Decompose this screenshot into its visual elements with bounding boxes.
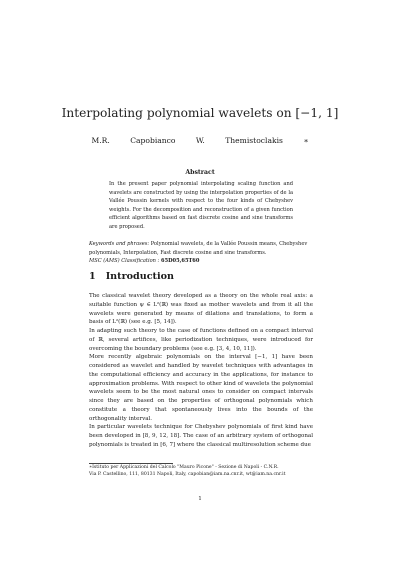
keywords-label: Keywords and phrases: bbox=[89, 241, 150, 247]
msc-label: MSC (AMS) Classification : bbox=[89, 258, 160, 265]
footnote bbox=[89, 464, 315, 478]
introduction-body bbox=[89, 292, 313, 450]
paragraph: More recently algebraic polynomials on the interval [−1, 1] have been considered as wavelet and handled by wavelet techniques with advantages in the computational efficiency and accuracy in the applications, for instance to approximation problems. With respect to other kind of wavelets the polynomial wavelets seem to be the most natural ones to consider on compact intervals since they are based on the properties of orthogonal polynomials which constitute a theory that spontaneously lives into the bounds of the orthogonality interval. bbox=[89, 354, 313, 422]
abstract-heading: Abstract bbox=[185, 169, 215, 176]
section-number: 1 bbox=[89, 271, 96, 282]
msc-value: 65D05,65T60 bbox=[159, 258, 200, 265]
paragraph: In adapting such theory to the case of functions defined on a compact interval of ℝ, several artifices, like periodization techniques, were introduced for overcoming the boundary problems (see e.g. [3, 4, 10, 11]). bbox=[89, 328, 313, 352]
paragraph: The classical wavelet theory developed as a theory on the whole real axis: a suitable function ψ ∈ L²(ℝ) was fixed as mother wavelets and from it all the wavelets were generated by means of dilations and translations, to form a basis of L²(ℝ) (see e.g. [5, 14]). bbox=[89, 293, 313, 326]
paragraph: In particular wavelets technique for Chebyshev polynomials of first kind have been developed in [8, 9, 12, 18]. The case of an arbitrary system of orthogonal polynomials is treated in [6, 7] where the classical multiresolution scheme due bbox=[89, 424, 313, 448]
page-number: 1 bbox=[198, 496, 202, 502]
section-title: Introduction bbox=[105, 271, 175, 282]
abstract-text: In the present paper polynomial interpolating scaling function and wavelets are constructed by using the interpolation properties of de la Vallée Poussin kernels with respect to the four kinds of Chebyshev weights. For the decomposition and reconstruction of a given function efficient algorithms based on fast discrete cosine and sine transforms are proposed. bbox=[109, 181, 293, 230]
footnote-address: Via P. Castellino, 111, 80131 Napoli, Italy, capobian@iam.na.cnr.it, wt@iam.na.cnr.it bbox=[89, 472, 286, 477]
paper-authors: M.R. Capobianco W. Themistoclakis ∗ bbox=[91, 136, 309, 145]
paper-title: Interpolating polynomial wavelets on [−1, 1] bbox=[61, 106, 339, 120]
footnote-affiliation: ∗Istituto per Applicazioni del Calcolo "Mauro Picone" - Sezione di Napoli - C.N.R. bbox=[89, 465, 279, 470]
keywords-text: Polynomial wavelets, de la Vallée Poussin means, Chebyshev polynomials, Interpolation, Fast discrete cosine and sine transforms. bbox=[89, 241, 308, 256]
section-heading bbox=[89, 271, 174, 282]
keywords-block bbox=[89, 240, 314, 266]
